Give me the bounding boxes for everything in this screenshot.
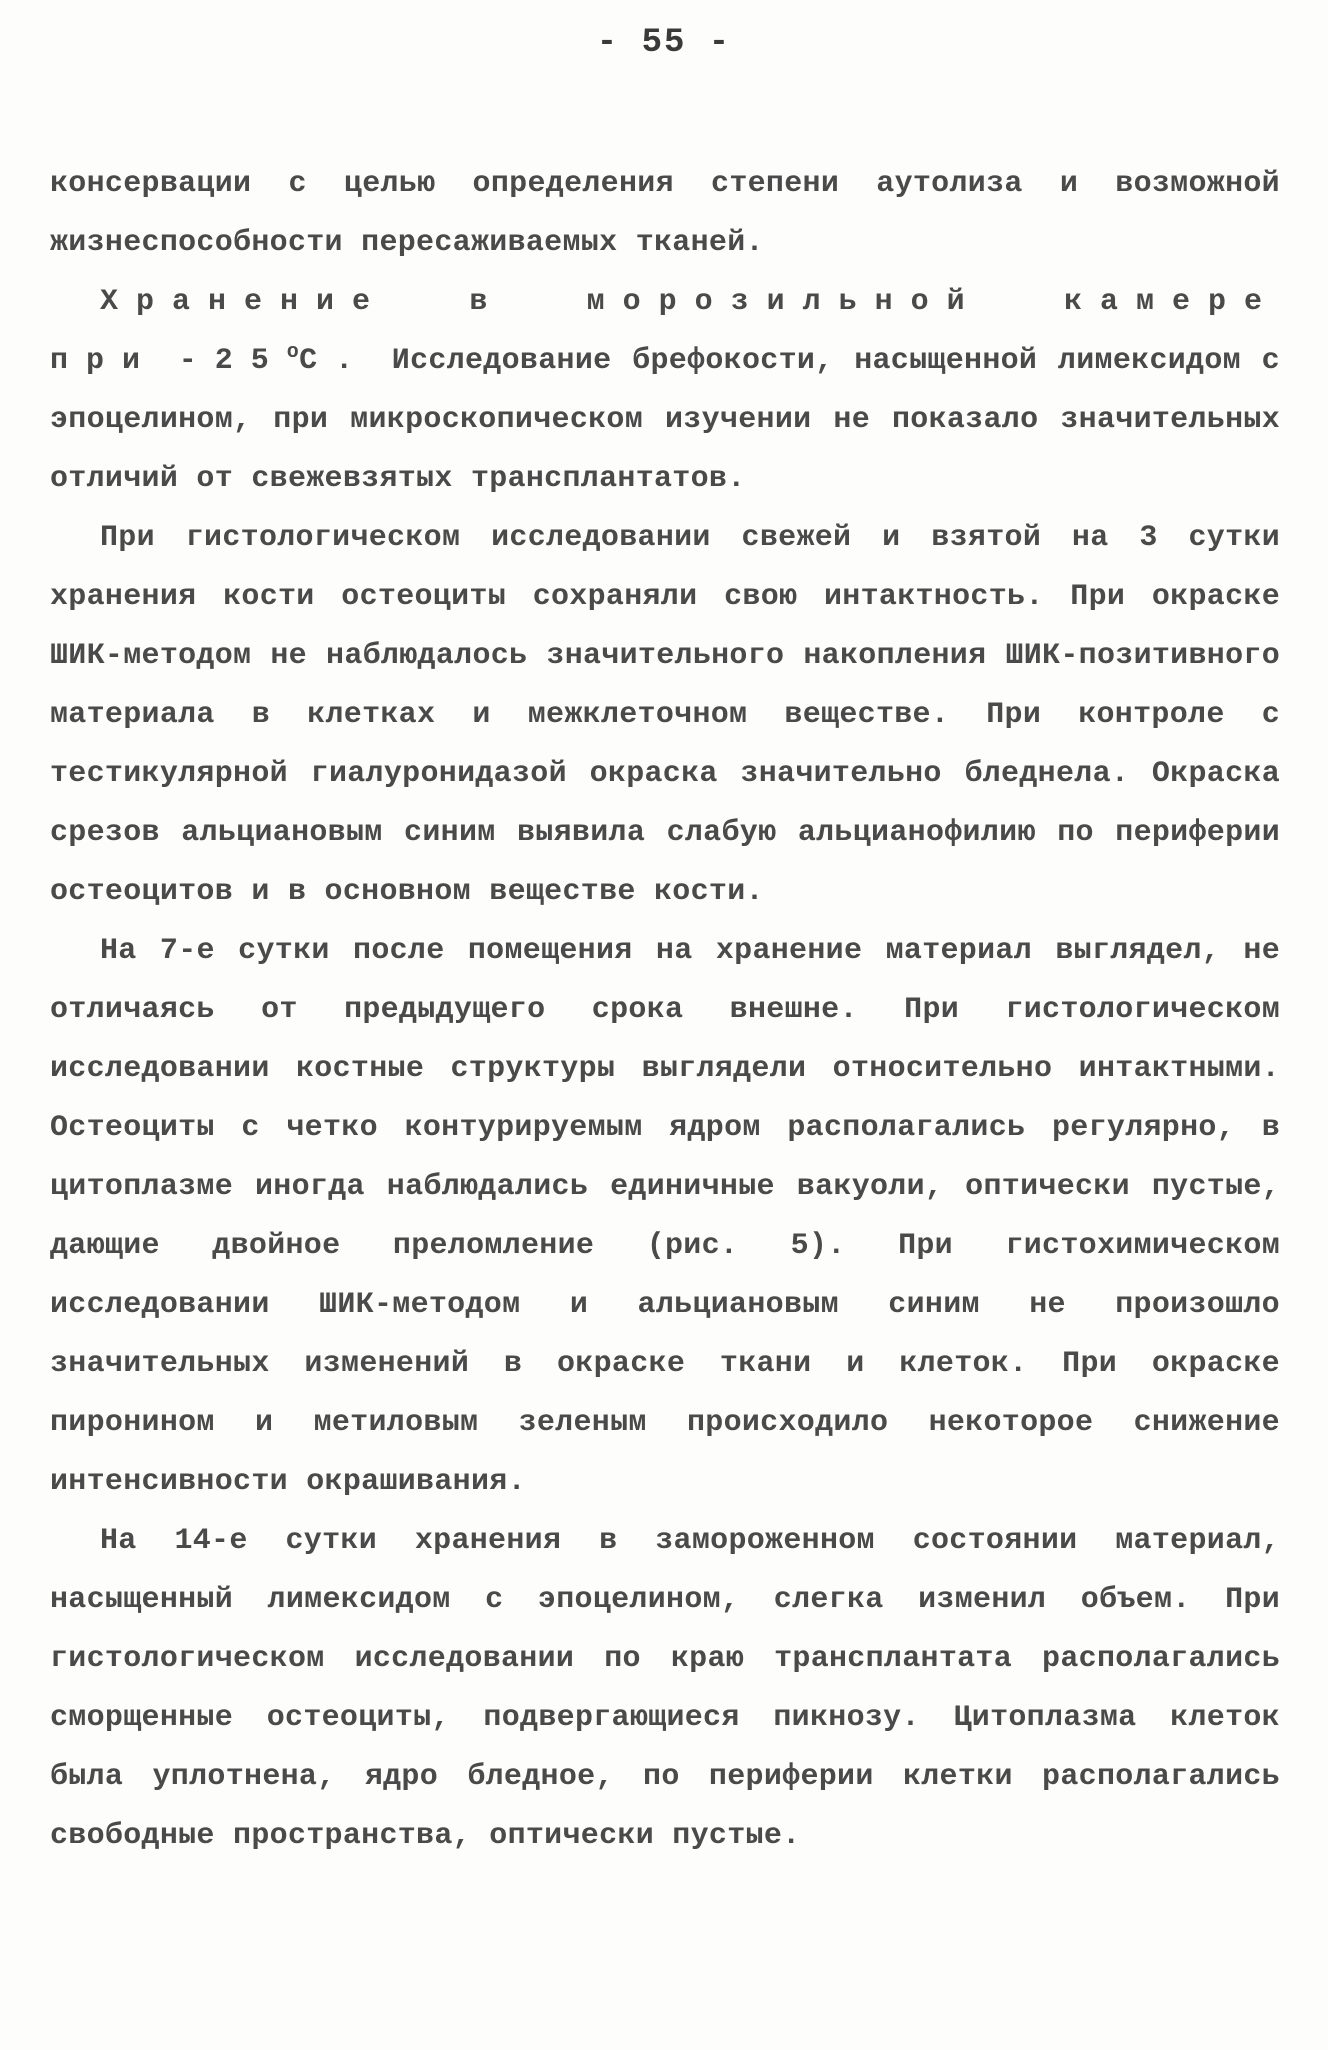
body-text [50, 155, 1280, 1866]
section-heading: Хранение в морозильной камере при [50, 285, 1280, 378]
paragraph-5: На 14-е сутки хранения в замороженном состоянии материал, насыщенный лимексидом с эпоцелином, слегка изменил объем. При гистологическом исследовании по краю трансплантата располагались сморщенные остеоциты, подвергающиеся пикнозу. Цитоплазма клеток была уплотнена, ядро бледное, по периферии клетки располагались свободные пространства, оптически пустые. [50, 1524, 1280, 1853]
paragraph-4: На 7-е сутки после помещения на хранение материал выглядел, не отличаясь от предыдущего срока внешне. При гистологическом исследовании костные структуры выглядели относительно интактными. Остеоциты с четко контурируемым ядром располагались регулярно, в цитоплазме иногда наблюдались единичные вакуоли, оптически пустые, дающие двойное преломление (рис. 5). При гистохимическом исследовании ШИК-методом и альциановым синим не произошло значительных изменений в окраске ткани и клеток. При окраске пиронином и метиловым зеленым происходило некоторое снижение интенсивности окрашивания. [50, 934, 1280, 1499]
temperature-unit: С. [299, 344, 372, 378]
page-number: - 55 - [596, 24, 732, 62]
paragraph-1: консервации с целью определения степени аутолиза и возможной жизнеспособности пересаживаемых тканей. [50, 167, 1280, 260]
temperature-value: -25 [178, 344, 287, 378]
degree-sign: о [286, 341, 300, 364]
paragraph-3: При гистологическом исследовании свежей и взятой на 3 сутки хранения кости остеоциты сохраняли свою интактность. При окраске ШИК-методом не наблюдалось значительного накопления ШИК-позитивного материала в клетках и межклеточном веществе. При контроле с тестикулярной гиалуронидазой окраска значительно бледнела. Окраска срезов альциановым синим выявила слабую альцианофилию по периферии остеоцитов и в основном веществе кости. [50, 521, 1280, 909]
paragraph-2 [50, 273, 1280, 509]
paragraph-2-text: Исследование брефокости, насыщенной лимексидом с эпоцелином, при микроскопическом изучении не показало значительных отличий от свежевзятых трансплантатов. [50, 344, 1280, 496]
